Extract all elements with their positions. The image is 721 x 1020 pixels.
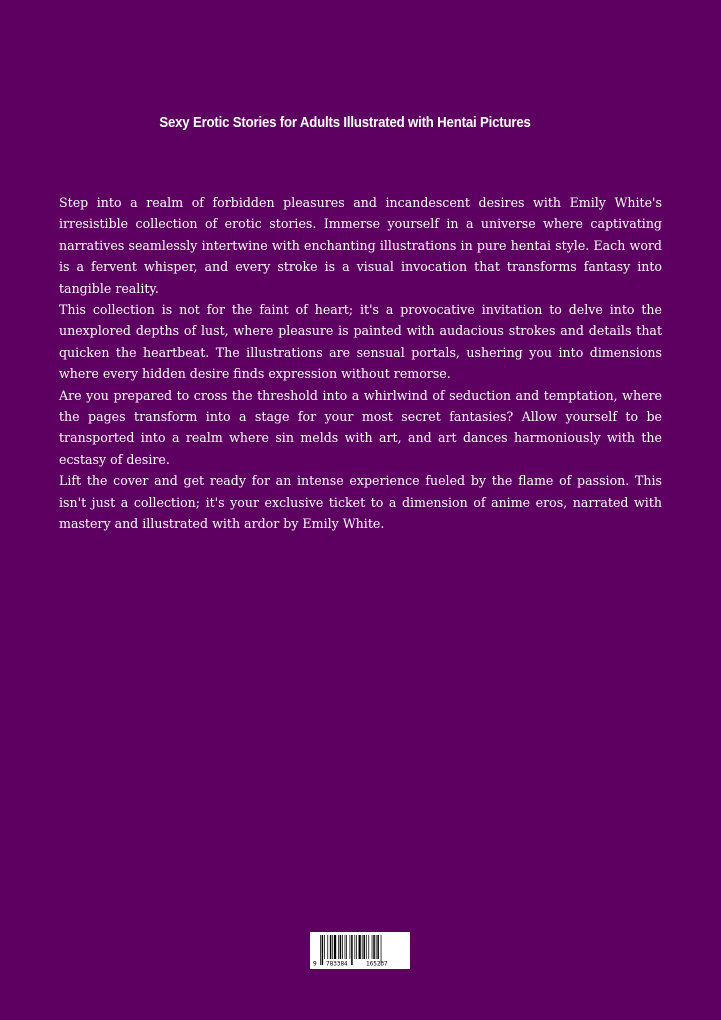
barcode-bar xyxy=(334,935,336,959)
barcode-bar xyxy=(372,935,373,959)
barcode-bar xyxy=(354,935,355,959)
isbn-barcode xyxy=(310,932,410,969)
barcode-bar xyxy=(376,935,377,959)
barcode-bar xyxy=(324,935,325,959)
barcode-bar xyxy=(362,935,363,959)
back-cover-blurb xyxy=(59,192,662,535)
barcode-bar xyxy=(350,935,351,959)
barcode-graphic xyxy=(310,932,410,969)
blurb-paragraph-3: Are you prepared to cross the threshold into a whirlwind of seduction and temptation, where the pages transform into a stage for your most secret fantasies? Allow yourself to be transported into a realm where sin melds with art, and art dances harmoniously with the ecstasy of desire. xyxy=(59,387,662,467)
barcode-bar xyxy=(363,935,365,959)
barcode-bar xyxy=(368,935,369,959)
barcode-bar xyxy=(346,935,347,959)
barcode-bar xyxy=(345,935,346,959)
barcode-bar xyxy=(356,935,357,959)
barcode-bar xyxy=(359,935,361,959)
barcode-bar xyxy=(377,935,379,959)
barcode-lead-digit: 9 xyxy=(313,960,317,968)
barcode-bar xyxy=(342,935,343,959)
barcode-bar xyxy=(366,935,367,959)
barcode-bar xyxy=(338,935,339,959)
blurb-paragraph-2: This collection is not for the faint of heart; it's a provocative invitation to delve into the unexplored depths of lust, where pleasure is painted with audacious strokes and details that quicken the heartbeat. The illustrations are sensual portals, ushering you into dimensions where every hidden desire finds expression without remorse. xyxy=(59,302,662,382)
book-title: Sexy Erotic Stories for Adults Illustrated with Hentai Pictures xyxy=(159,114,531,131)
barcode-bar xyxy=(351,935,353,965)
barcode-bar xyxy=(327,935,328,959)
barcode-bar xyxy=(373,935,375,959)
barcode-bar xyxy=(340,935,342,959)
blurb-paragraph-4: Lift the cover and get ready for an intense experience fueled by the flame of passion. This isn't just a collection; it's your exclusive ticket to a dimension of anime eros, narrated with mastery and illustrated with ardor by Emily White. xyxy=(59,473,662,532)
barcode-bar xyxy=(322,935,324,965)
barcode-right-digits: 165237 xyxy=(366,960,388,968)
barcode-bar xyxy=(320,935,321,965)
blurb-paragraph-1: Step into a realm of forbidden pleasures and incandescent desires with Emily White's irresistible collection of erotic stories. Immerse yourself in a universe where captivating narratives seamlessly intertwine with enchanting illustrations in pure hentai style. Each word is a fervent whisper, and every stroke is a visual invocation that transforms fantasy into tangible reality. xyxy=(59,195,662,296)
barcode-left-digits: 783384 xyxy=(326,960,348,968)
barcode-bar xyxy=(332,935,333,959)
barcode-bar xyxy=(330,935,332,959)
